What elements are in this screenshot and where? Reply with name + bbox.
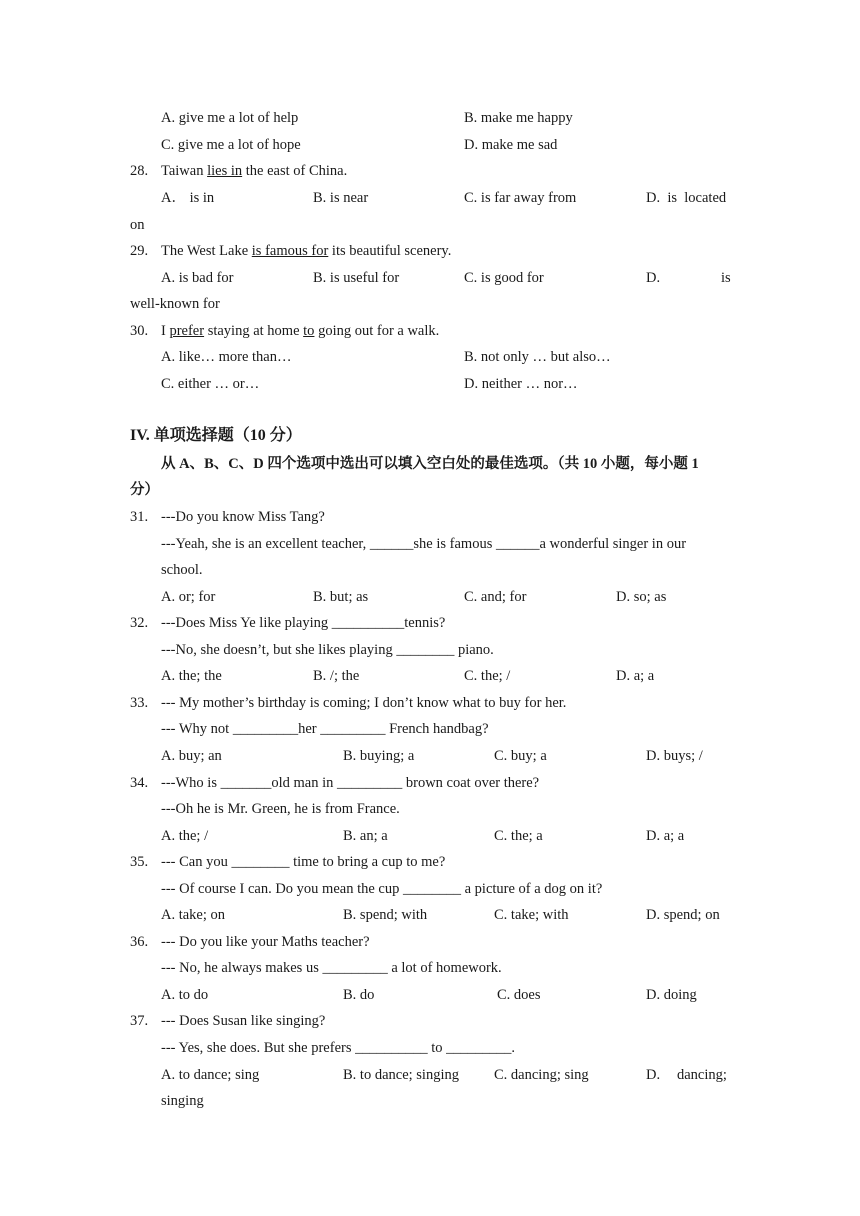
q36-option-d: D. doing [646,987,697,1003]
q34-option-c: C. the; a [494,828,543,844]
q28-option-d: D. is located [646,190,727,206]
q27-option-b: B. make me happy [464,110,573,126]
q27-option-c: C. give me a lot of hope [161,137,301,153]
q28-stem: Taiwan lies in the east of China. [161,163,348,179]
q29-number: 29. [130,243,149,259]
q37-option-d-letter: D. [646,1067,661,1083]
q30-underlined-word-1: prefer [169,323,205,339]
q32-option-c: C. the; / [464,668,511,684]
q34-line-1: ---Who is _______old man in _________ brown coat over there? [161,775,540,791]
q30-option-a: A. like… more than… [161,349,292,365]
q36-number: 36. [130,934,149,950]
q33-number: 33. [130,695,149,711]
q37-option-c: C. dancing; sing [494,1067,589,1083]
section-instructions: 从 A、B、C、D 四个选项中选出可以填入空白处的最佳选项。（共 10 小题，每小题 1 [161,456,699,472]
q29-option-a: A. is bad for [161,270,234,286]
q32-number: 32. [130,615,149,631]
q28-option-d-continued: on [130,217,145,233]
q31-option-b: B. but; as [313,589,369,605]
q35-line-1: --- Can you ________ time to bring a cup to me? [161,854,446,870]
q34-option-d: D. a; a [646,828,685,844]
q35-option-a: A. take; on [161,907,226,923]
q33-option-b: B. buying; a [343,748,415,764]
q33-option-d: D. buys; / [646,748,703,764]
q36-line-1: --- Do you like your Maths teacher? [161,934,370,950]
q29-underlined-phrase: is famous for [251,243,329,259]
q37-line-2: --- Yes, she does. But she prefers __________ to _________. [161,1040,516,1056]
q31-line-2: ---Yeah, she is an excellent teacher, ______she is famous ______a wonderful singer in our [161,536,687,552]
section-instructions-continued: 分） [130,482,159,498]
q37-option-a: A. to dance; sing [161,1067,260,1083]
q32-option-d: D. a; a [616,668,655,684]
q28-option-a: A． is in [161,190,215,206]
q33-option-c: C. buy; a [494,748,547,764]
q32-option-a: A. the; the [161,668,222,684]
section-title: IV. 单项选择题（10 分） [130,427,302,444]
q34-option-b: B. an; a [343,828,388,844]
q35-number: 35. [130,854,149,870]
q34-number: 34. [130,775,149,791]
q28-option-b: B. is near [313,190,369,206]
q30-option-d: D. neither … nor… [464,376,578,392]
q30-underlined-word-2: to [303,323,315,339]
q30-option-c: C. either … or… [161,376,260,392]
q31-number: 31. [130,509,149,525]
q32-option-b: B. /; the [313,668,360,684]
q28-number: 28. [130,163,149,179]
q36-option-c: C. does [497,987,541,1003]
q32-line-1: ---Does Miss Ye like playing __________tennis? [161,615,446,631]
q37-option-d-continued: singing [161,1093,204,1109]
q29-option-b: B. is useful for [313,270,400,286]
q31-line-3: school. [161,562,203,578]
q30-number: 30. [130,323,149,339]
q34-option-a: A. the; / [161,828,209,844]
q33-option-a: A. buy; an [161,748,222,764]
q37-option-d-word: dancing; [677,1067,727,1083]
q29-option-d-continued: well-known for [130,296,220,312]
q30-option-b: B. not only … but also… [464,349,611,365]
q30-stem: I prefer staying at home to going out for a walk. [161,323,440,339]
q29-option-d-letter: D. [646,270,661,286]
q27-option-a: A. give me a lot of help [161,110,299,126]
q35-option-c: C. take; with [494,907,569,923]
q37-option-b: B. to dance; singing [343,1067,459,1083]
q31-line-1: ---Do you know Miss Tang? [161,509,325,525]
q33-line-2: --- Why not _________her _________ French handbag? [161,721,489,737]
q36-line-2: --- No, he always makes us _________ a lot of homework. [161,960,502,976]
q35-option-b: B. spend; with [343,907,428,923]
q34-line-2: ---Oh he is Mr. Green, he is from France. [161,801,400,817]
q28-option-c: C. is far away from [464,190,577,206]
q28-underlined-phrase: lies in [207,163,243,179]
q31-option-c: C. and; for [464,589,527,605]
q36-option-a: A. to do [161,987,209,1003]
q31-option-a: A. or; for [161,589,216,605]
q29-option-c: C. is good for [464,270,544,286]
q31-option-d: D. so; as [616,589,667,605]
q36-option-b: B. do [343,987,375,1003]
q29-option-d-word: is [721,270,731,286]
q29-stem: The West Lake is famous for its beautiful scenery. [161,243,452,259]
q27-option-d: D. make me sad [464,137,558,153]
q35-line-2: --- Of course I can. Do you mean the cup ________ a picture of a dog on it? [161,881,603,897]
q35-option-d: D. spend; on [646,907,720,923]
q37-number: 37. [130,1013,149,1029]
q33-line-1: --- My mother’s birthday is coming; I don’t know what to buy for her. [161,695,567,711]
q32-line-2: ---No, she doesn’t, but she likes playing ________ piano. [161,642,494,658]
q37-line-1: --- Does Susan like singing? [161,1013,326,1029]
